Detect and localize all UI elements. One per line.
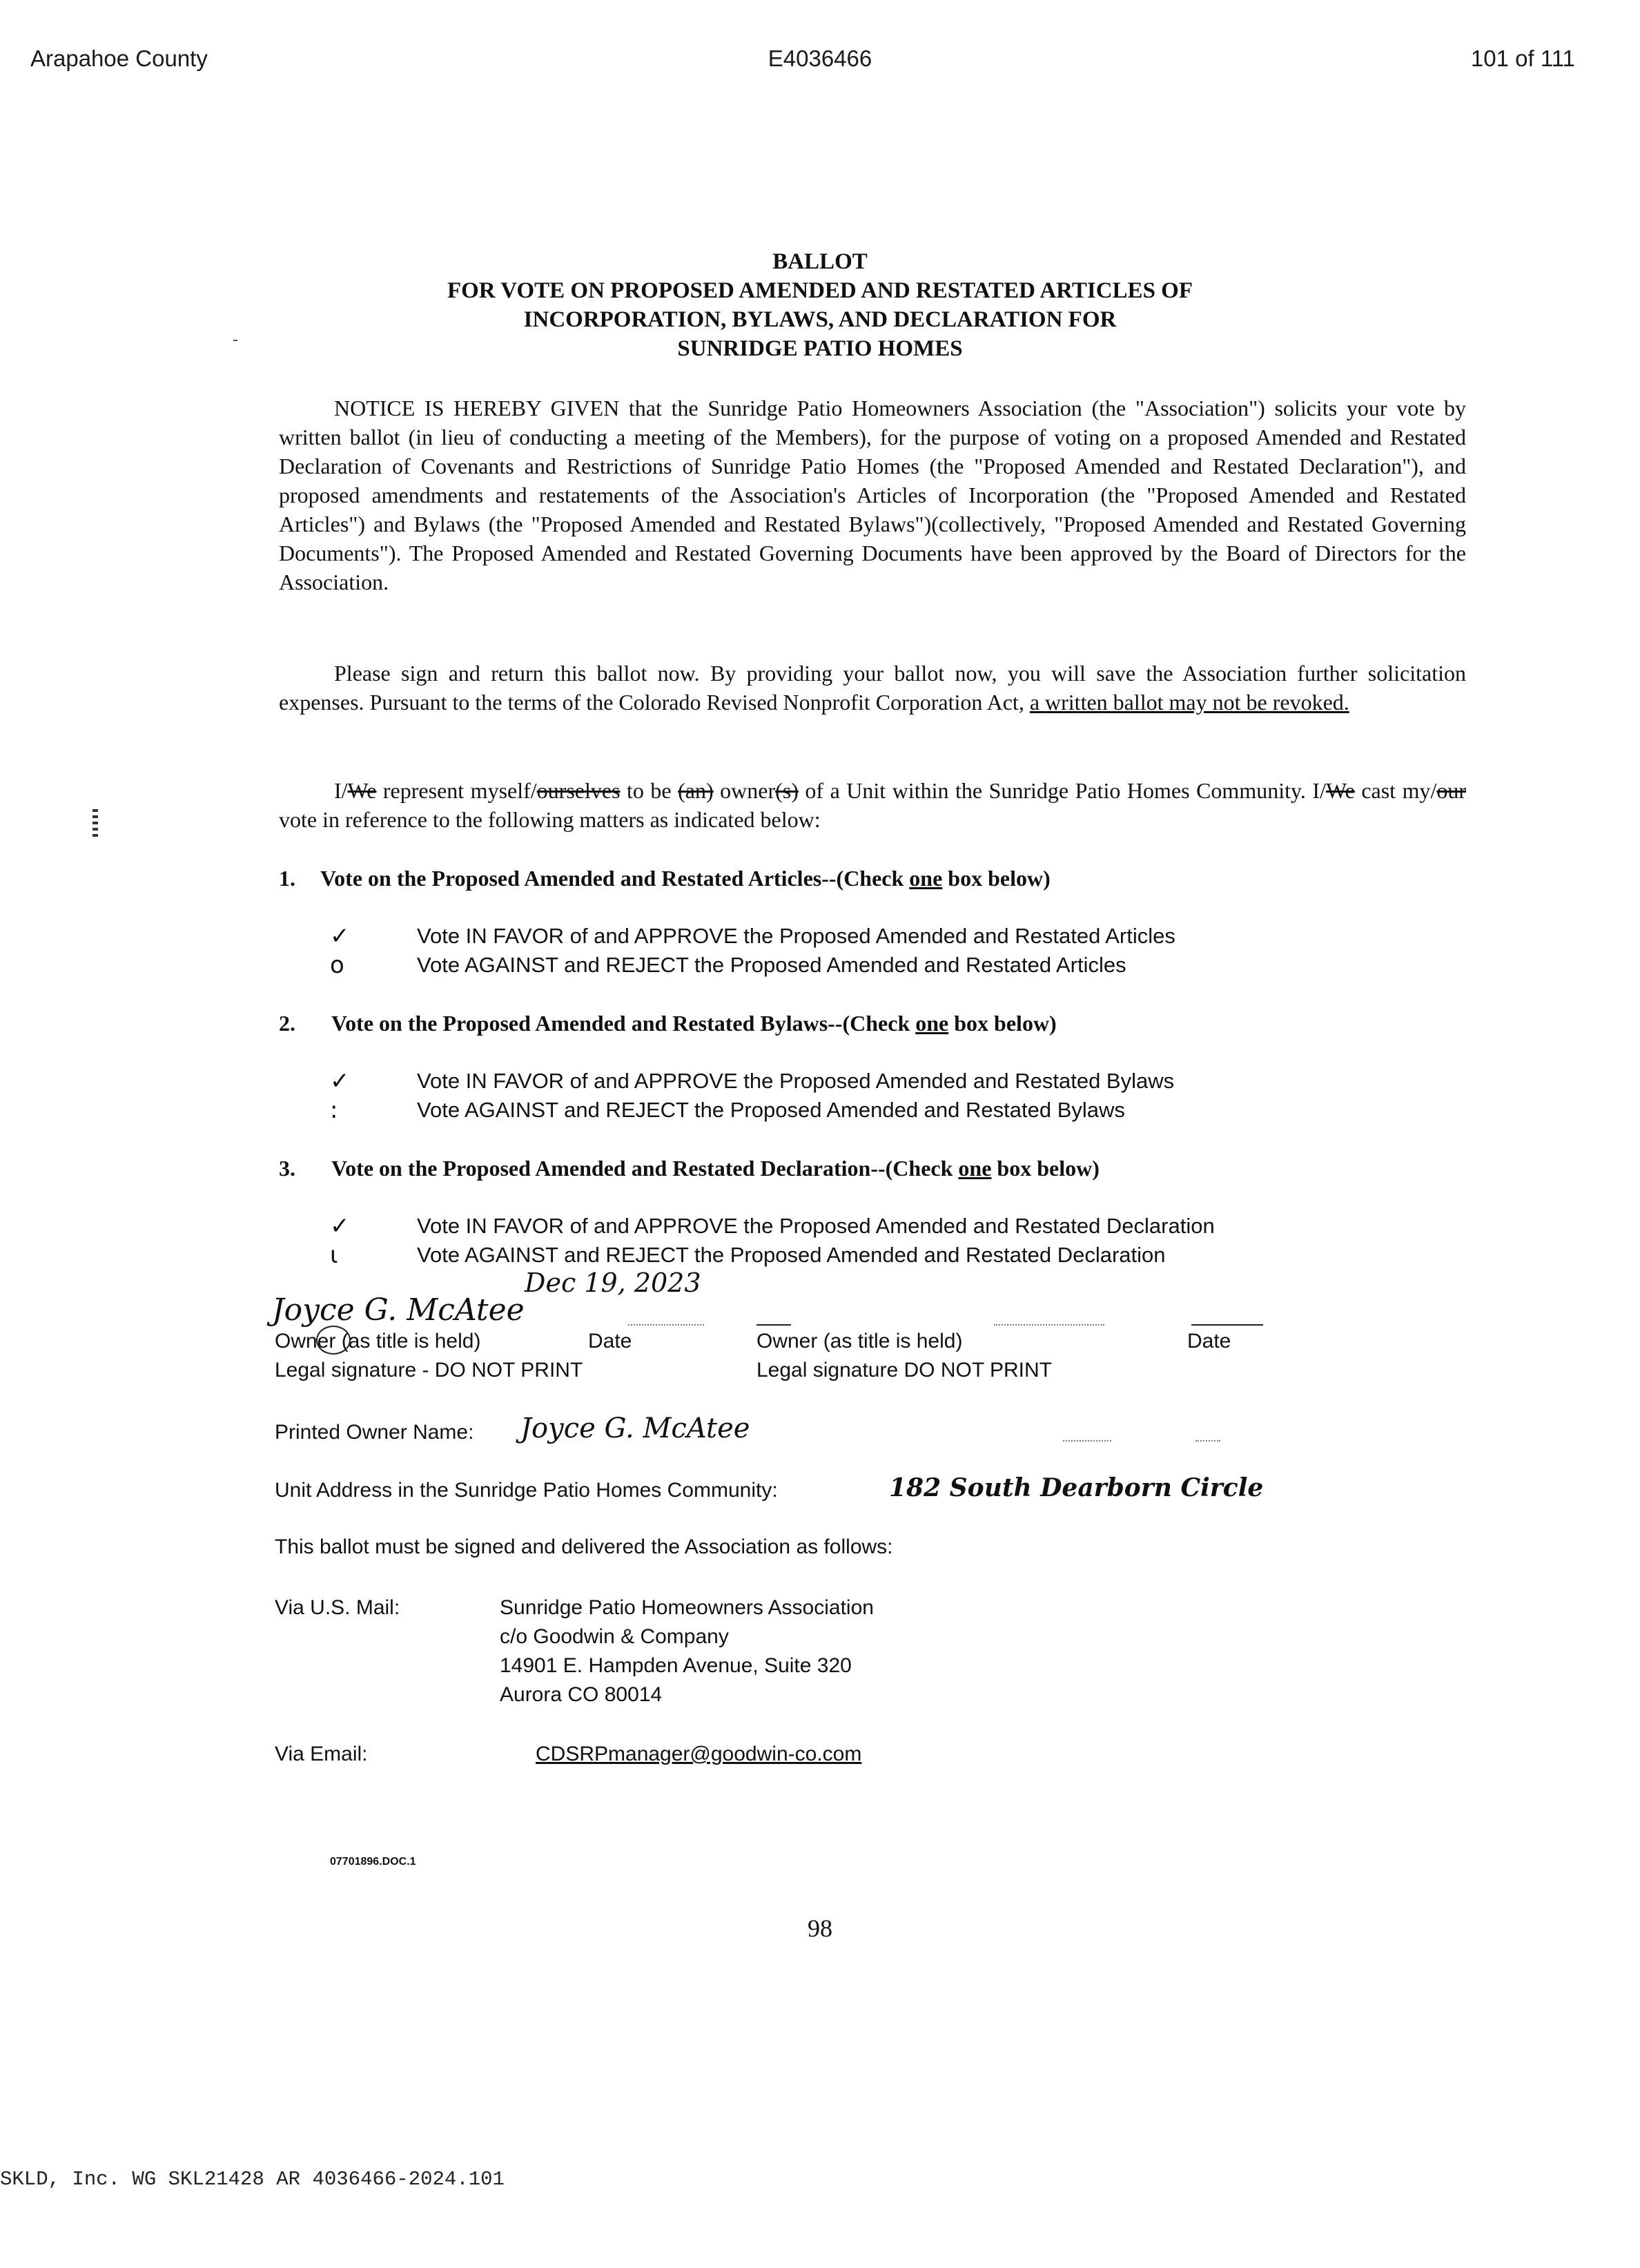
question-heading-text: Vote on the Proposed Amended and Restated Declaration--(Check (331, 1156, 959, 1181)
mail-line-1: Sunridge Patio Homeowners Association (500, 1596, 874, 1619)
checkbox-against-1[interactable]: o (330, 951, 344, 979)
option-against-3: Vote AGAINST and REJECT the Proposed Amended and Restated Declaration (417, 1243, 1166, 1267)
email-label: Via Email: (275, 1743, 368, 1765)
question-heading-text: box below) (991, 1156, 1100, 1181)
option-favor-2: Vote IN FAVOR of and APPROVE the Proposed Amended and Restated Bylaws (417, 1069, 1175, 1093)
checkbox-against-3[interactable]: ι (330, 1241, 338, 1269)
question-1-heading (320, 866, 1051, 891)
struck-text: (s) (775, 778, 799, 803)
question-heading-text: Vote on the Proposed Amended and Restated Bylaws--(Check (331, 1011, 916, 1036)
owner-signature[interactable]: Joyce G. McAtee (272, 1292, 525, 1328)
question-1-number: 1. (279, 866, 295, 891)
represent-text: cast my/ (1354, 778, 1437, 803)
question-heading-emphasis: one (915, 1011, 949, 1036)
printed-name-label: Printed Owner Name: (275, 1421, 474, 1444)
checkbox-favor-1[interactable]: ✓ (330, 922, 350, 950)
signature-line-1-tail (628, 1324, 704, 1326)
owner-circle-mark (316, 1326, 351, 1355)
signature-line-2-start (756, 1324, 791, 1326)
struck-text: (an) (678, 778, 714, 803)
option-favor-1: Vote IN FAVOR of and APPROVE the Proposed Amended and Restated Articles (417, 924, 1175, 948)
email-link[interactable]: CDSRPmanager@goodwin-co.com (536, 1743, 862, 1765)
question-3-number: 3. (279, 1156, 295, 1181)
mail-line-3: 14901 E. Hampden Avenue, Suite 320 (500, 1654, 852, 1677)
date-line-2 (1191, 1324, 1263, 1326)
date-1-label: Date (588, 1330, 632, 1353)
printed-name-line-end (1195, 1440, 1220, 1442)
ballot-subtitle-3: SUNRIDGE PATIO HOMES (677, 336, 963, 361)
struck-text: our (1436, 778, 1467, 803)
question-3-heading (331, 1156, 1100, 1181)
printed-name-value[interactable]: Joyce G. McAtee (520, 1413, 750, 1444)
question-2-heading (331, 1011, 1057, 1036)
signature-date-handwritten[interactable]: Dec 19, 2023 (525, 1268, 701, 1298)
document-code: 07701896.DOC.1 (330, 1856, 416, 1868)
struck-text: ourselves (536, 778, 621, 803)
represent-text: owner (713, 778, 776, 803)
checkbox-favor-2[interactable]: ✓ (330, 1067, 350, 1095)
ballot-subtitle-2: INCORPORATION, BYLAWS, AND DECLARATION FOR (523, 307, 1117, 332)
question-heading-emphasis: one (958, 1156, 992, 1181)
option-favor-3: Vote IN FAVOR of and APPROVE the Proposed Amended and Restated Declaration (417, 1214, 1215, 1238)
printed-name-line-tail (1063, 1440, 1111, 1442)
please-paragraph (279, 659, 1466, 717)
page-of: 101 of 111 (1470, 46, 1575, 71)
represent-text: I/ (334, 778, 348, 803)
represent-text: of a Unit within the Sunridge Patio Homes Community. I/ (798, 778, 1326, 803)
checkbox-favor-3[interactable]: ✓ (330, 1212, 350, 1240)
option-against-1: Vote AGAINST and REJECT the Proposed Amended and Restated Articles (417, 953, 1126, 977)
revocation-notice: a written ballot may not be revoked. (1029, 690, 1349, 715)
footer-stamp: SKLD, Inc. WG SKL21428 AR 4036466-2024.101 (0, 2168, 505, 2191)
mail-line-2: c/o Goodwin & Company (500, 1625, 729, 1648)
date-2-label: Date (1187, 1330, 1231, 1353)
represent-paragraph (279, 776, 1466, 834)
represent-text: represent myself/ (376, 778, 537, 803)
mail-label: Via U.S. Mail: (275, 1596, 400, 1619)
mail-line-4: Aurora CO 80014 (500, 1683, 663, 1706)
unit-address-label: Unit Address in the Sunridge Patio Homes Community: (275, 1479, 778, 1502)
unit-address-value[interactable]: 182 South Dearborn Circle (889, 1473, 1264, 1502)
checkbox-against-2[interactable]: : (330, 1096, 338, 1124)
reception-number: E4036466 (768, 46, 872, 71)
owner-1-label: Owner (as title is held) (275, 1330, 481, 1353)
struck-text: We (1325, 778, 1355, 803)
ballot-subtitle-1: FOR VOTE ON PROPOSED AMENDED AND RESTATED ARTICLES OF (447, 278, 1193, 303)
question-2-number: 2. (279, 1011, 295, 1036)
represent-text: to be (620, 778, 679, 803)
notice-text: NOTICE IS HEREBY GIVEN that the Sunridge Patio Homeowners Association (the "Association") solicits your vote by written ballot (in lieu of conducting a meeting of the Members), for the purpose of voting on a proposed Amended and Restated Declaration of Covenants and Restrictions of Sunridge Patio Homes (the "Proposed Amended and Restated Declaration"), and proposed amendments and restatements of the Association's Articles of Incorporation (the "Proposed Amended and Restated Articles") and Bylaws (the "Proposed Amended and Restated Bylaws")(collectively, "Proposed Amended and Restated Governing Documents"). The Proposed Amended and Restated Governing Documents have been approved by the Board of Directors for the Association. (279, 396, 1466, 594)
question-heading-emphasis: one (909, 866, 943, 891)
option-against-2: Vote AGAINST and REJECT the Proposed Amended and Restated Bylaws (417, 1098, 1125, 1122)
signature-line-2 (994, 1324, 1104, 1326)
margin-mark (92, 809, 98, 840)
page-number: 98 (808, 1915, 832, 1942)
legal-signature-2-note: Legal signature DO NOT PRINT (756, 1359, 1052, 1382)
question-heading-text: box below) (948, 1011, 1057, 1036)
delivery-instructions: This ballot must be signed and delivered the Association as follows: (275, 1535, 893, 1558)
legal-signature-1-note: Legal signature - DO NOT PRINT (275, 1359, 583, 1382)
please-text: Please sign and return this ballot now. By providing your ballot now, you will save the Association further solicitation expenses. Pursuant to the terms of the Colorado Revised Nonprofit Corporation Act, (279, 661, 1466, 715)
question-heading-text: box below) (942, 866, 1051, 891)
represent-text: vote in reference to the following matters as indicated below: (279, 807, 821, 832)
question-heading-text: Vote on the Proposed Amended and Restated Articles--(Check (320, 866, 910, 891)
county-name: Arapahoe County (30, 46, 208, 71)
struck-text: We (347, 778, 377, 803)
ballot-title: BALLOT (772, 249, 868, 274)
notice-paragraph (279, 394, 1466, 597)
owner-2-label: Owner (as title is held) (756, 1330, 963, 1353)
